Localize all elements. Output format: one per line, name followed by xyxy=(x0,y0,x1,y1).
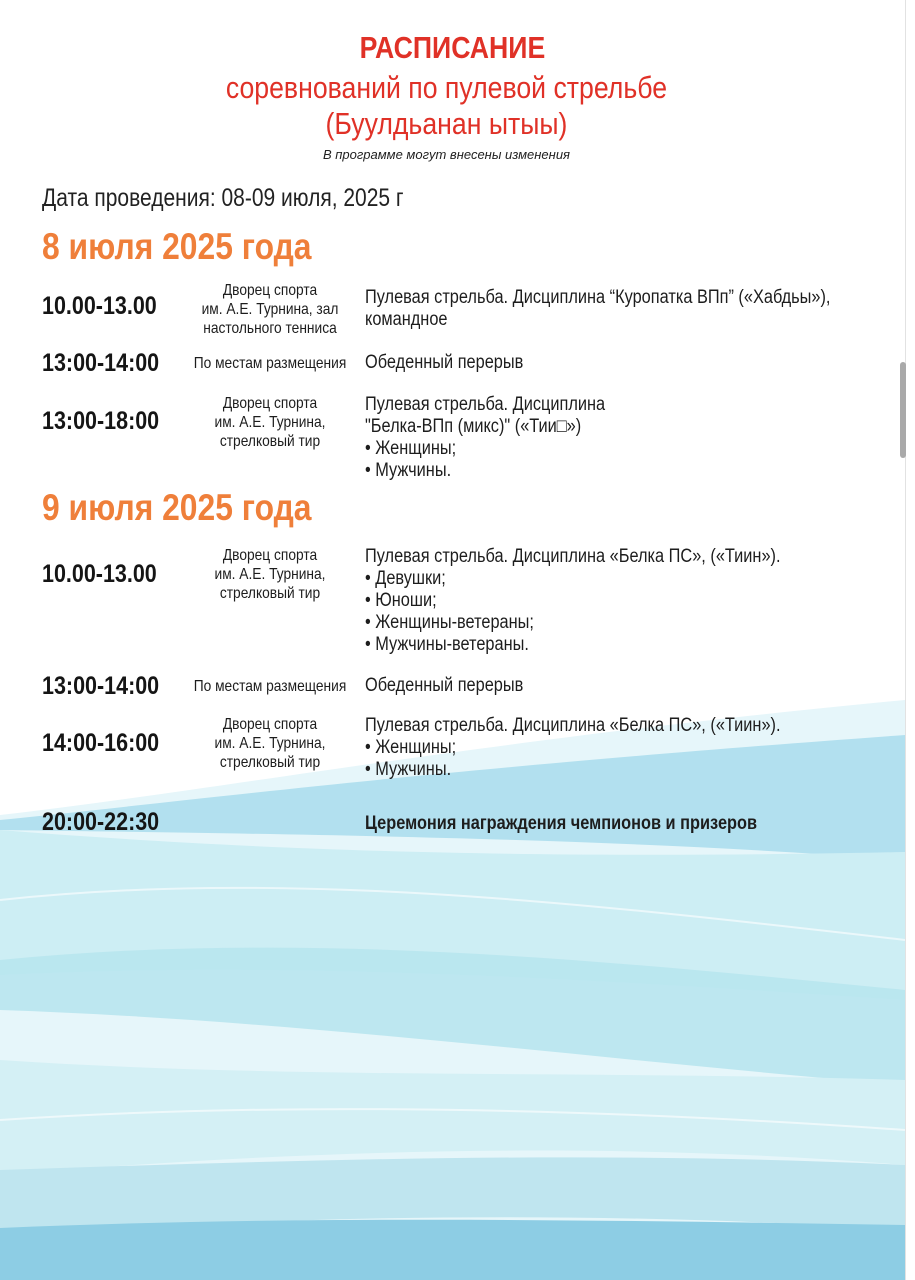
desc-line: Церемония награждения чемпионов и призеров xyxy=(365,813,758,834)
event-time: 13:00-18:00 xyxy=(42,407,160,435)
desc-line: "Белка-ВПп (микс)" («Тии□») xyxy=(365,416,582,437)
event-description xyxy=(365,394,605,482)
event-description xyxy=(365,715,781,781)
event-description xyxy=(365,546,781,656)
place-line: стрелковый тир xyxy=(219,433,321,450)
place-line: им. А.Е. Турнина, xyxy=(214,566,326,583)
place-line: им. А.Е. Турнина, xyxy=(214,414,326,431)
desc-line: • Мужчины. xyxy=(365,460,452,481)
desc-line: Обеденный перерыв xyxy=(365,352,524,373)
event-time: 10.00-13.00 xyxy=(42,292,157,320)
place-line: настольного тенниса xyxy=(203,320,337,337)
desc-line: Обеденный перерыв xyxy=(365,675,524,696)
event-place xyxy=(193,394,348,451)
place-line: Дворец спорта xyxy=(222,395,318,412)
desc-line: • Девушки; xyxy=(365,568,446,589)
desc-line: Пулевая стрельба. Дисциплина «Белка ПС», («Тиин»). xyxy=(365,546,781,567)
event-dates: Дата проведения: 08-09 июля, 2025 г xyxy=(42,184,404,212)
desc-line: • Юноши; xyxy=(365,590,437,611)
event-place xyxy=(193,715,348,772)
desc-line: Пулевая стрельба. Дисциплина «Белка ПС», («Тиин»). xyxy=(365,715,781,736)
place-line: По местам размещения xyxy=(193,678,347,695)
desc-line: • Женщины-ветераны; xyxy=(365,612,534,633)
desc-line: Пулевая стрельба. Дисциплина “Куропатка ВПп” («Хабдьы»), xyxy=(365,287,831,308)
ceremony-time: 20:00-22:30 xyxy=(42,808,160,836)
event-time: 10.00-13.00 xyxy=(42,560,157,588)
place-line: им. А.Е. Турнина, xyxy=(214,735,326,752)
page-subtitle-line1: соревнований по пулевой стрельбе xyxy=(225,70,668,105)
place-line: Дворец спорта xyxy=(222,716,318,733)
day-heading-1: 8 июля 2025 года xyxy=(42,226,312,267)
event-description xyxy=(365,675,523,697)
event-place xyxy=(193,354,348,373)
event-place xyxy=(193,546,348,603)
place-line: Дворец спорта xyxy=(222,547,318,564)
desc-line: • Женщины; xyxy=(365,737,457,758)
event-place xyxy=(193,677,348,696)
desc-line: • Женщины; xyxy=(365,438,457,459)
place-line: им. А.Е. Турнина, зал xyxy=(201,301,339,318)
place-line: Дворец спорта xyxy=(222,282,318,299)
ceremony-description xyxy=(365,813,757,835)
event-description xyxy=(365,352,523,374)
desc-line: командное xyxy=(365,309,448,330)
place-line: стрелковый тир xyxy=(219,585,321,602)
desc-line: • Мужчины. xyxy=(365,759,452,780)
place-line: По местам размещения xyxy=(193,355,347,372)
page-title: РАСПИСАНИЕ xyxy=(359,30,546,65)
event-time: 13:00-14:00 xyxy=(42,672,160,700)
page-subtitle-line2: (Буулдьанан ытыы) xyxy=(325,106,568,141)
day-heading-2: 9 июля 2025 года xyxy=(42,487,312,528)
event-time: 13:00-14:00 xyxy=(42,349,160,377)
scrollbar-thumb[interactable] xyxy=(900,362,906,458)
event-place xyxy=(193,281,348,338)
desc-line: • Мужчины-ветераны. xyxy=(365,634,529,655)
place-line: стрелковый тир xyxy=(219,754,321,771)
desc-line: Пулевая стрельба. Дисциплина xyxy=(365,394,606,415)
changes-note: В программе могут внесены изменения xyxy=(323,147,570,162)
event-time: 14:00-16:00 xyxy=(42,729,160,757)
event-description xyxy=(365,287,830,331)
